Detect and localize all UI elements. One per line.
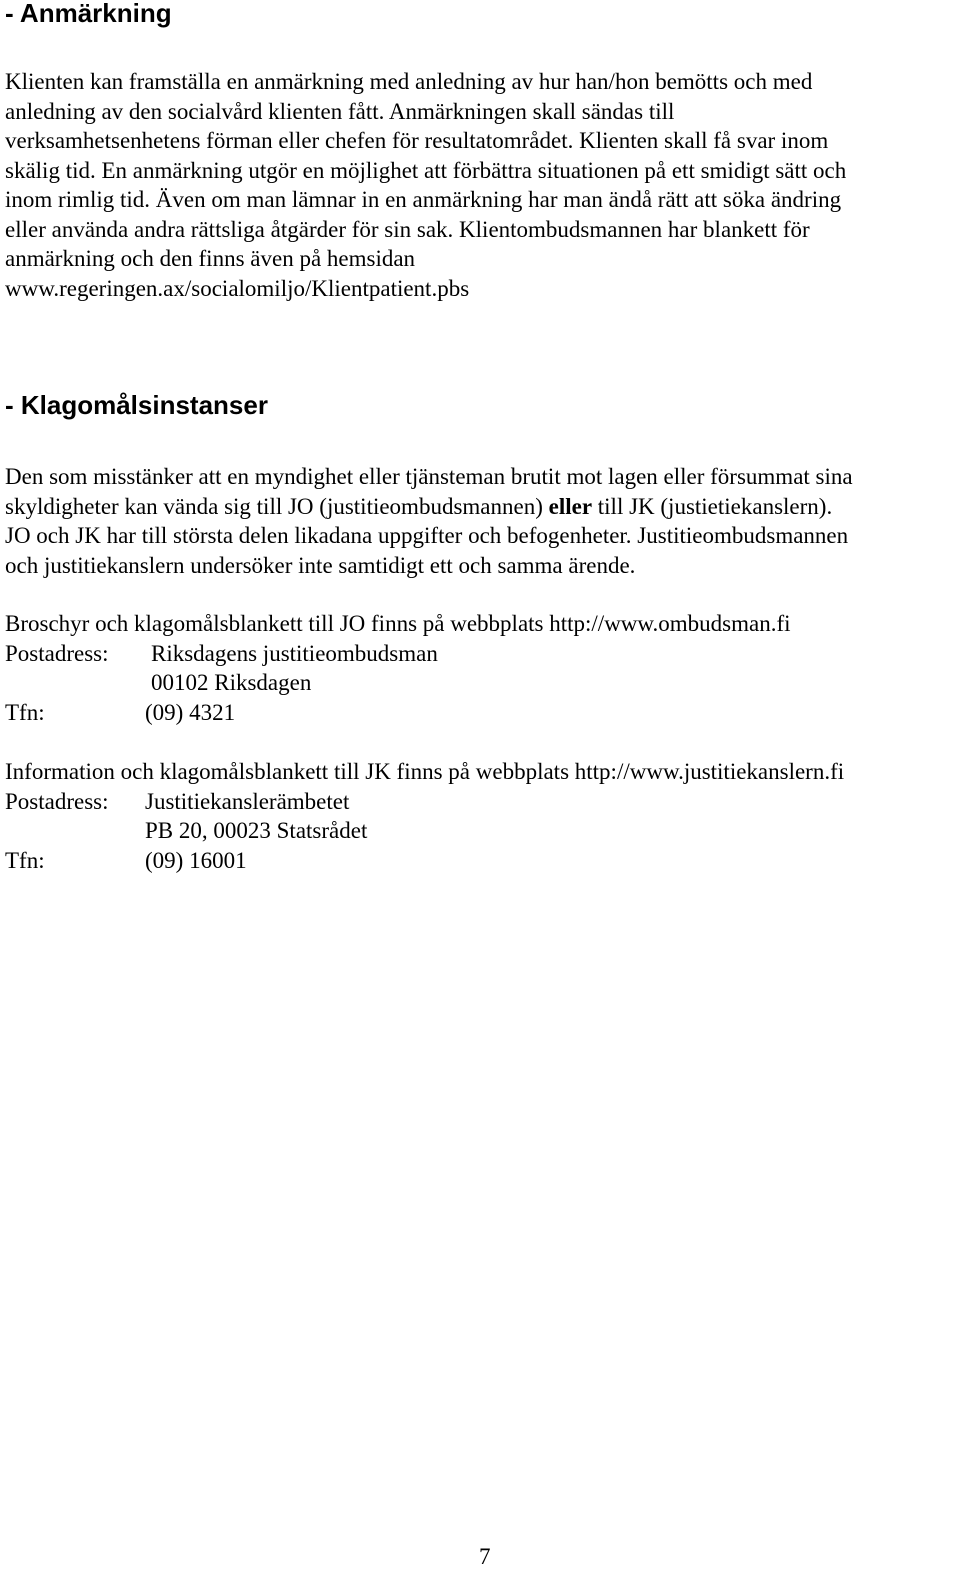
bold-word: eller [548,493,593,519]
phone-row [5,846,844,876]
phone-number: (09) 4321 [145,699,236,725]
text-run: till JK (justietiekanslern). [592,493,833,519]
postal-address-row [5,787,844,817]
url-regeringen: www.regeringen.ax/socialomiljo/Klientpatient.pbs [5,275,470,301]
contact-intro: Information och klagomålsblankett till JK finns på webbplats http://www.justitiekanslern.fi [5,759,845,784]
paragraph-line: anmärkning och den finns även på hemsidan [5,246,416,271]
postal-line-2: PB 20, 00023 Statsrådet [145,818,368,844]
postal-line-1: Riksdagens justitieombudsman [151,640,438,666]
paragraph-anmarkning [5,67,846,303]
postal-label: Postadress: [5,788,109,814]
section-heading-klagomalsinstanser: - Klagomålsinstanser [5,390,268,420]
postal-address-row-2 [5,816,844,846]
contact-block-jo [5,609,791,727]
paragraph-line: och justitiekanslern undersöker inte samtidigt ett och samma ärende. [5,552,636,578]
postal-label: Postadress: [5,640,109,666]
paragraph-line: anledning av den socialvård klienten fått. Anmärkningen skall sändas till [5,98,675,124]
paragraph-line [5,492,853,522]
contact-intro: Broschyr och klagomålsblankett till JO finns på webbplats http://www.ombudsman.fi [5,611,791,636]
paragraph-line: skälig tid. En anmärkning utgör en möjlighet att förbättra situationen på ett smidigt sätt och [5,157,847,183]
section-heading-anmarkning: - Anmärkning [5,0,172,28]
postal-address-row [5,639,791,669]
phone-label: Tfn: [5,847,45,873]
paragraph-line: inom rimlig tid. Även om man lämnar in en anmärkning har man ändå rätt att söka ändring [5,187,842,212]
paragraph-line: eller använda andra rättsliga åtgärder för sin sak. Klientombudsmannen har blankett för [5,216,810,242]
paragraph-line: verksamhetsenhetens förman eller chefen för resultatområdet. Klienten skall få svar inom [5,128,829,153]
postal-line-2: 00102 Riksdagen [151,670,312,696]
paragraph-line: Klienten kan framställa en anmärkning med anledning av hur han/hon bemötts och med [5,69,813,94]
paragraph-klagomalsinstanser [5,462,853,580]
paragraph-line: JO och JK har till största delen likadana uppgifter och befogenheter. Justitieombudsmannen [5,523,849,549]
text-run: skyldigheter kan vända sig till JO (justitieombudsmannen) [5,493,549,519]
page-number: 7 [479,1544,491,1569]
phone-row [5,698,791,728]
postal-address-row-2 [5,668,791,698]
phone-number: (09) 16001 [145,847,247,873]
paragraph-line: Den som misstänker att en myndighet eller tjänsteman brutit mot lagen eller försummat sina [5,464,853,489]
phone-label: Tfn: [5,699,45,725]
contact-block-jk [5,757,844,875]
postal-line-1: Justitiekanslerämbetet [145,788,350,814]
